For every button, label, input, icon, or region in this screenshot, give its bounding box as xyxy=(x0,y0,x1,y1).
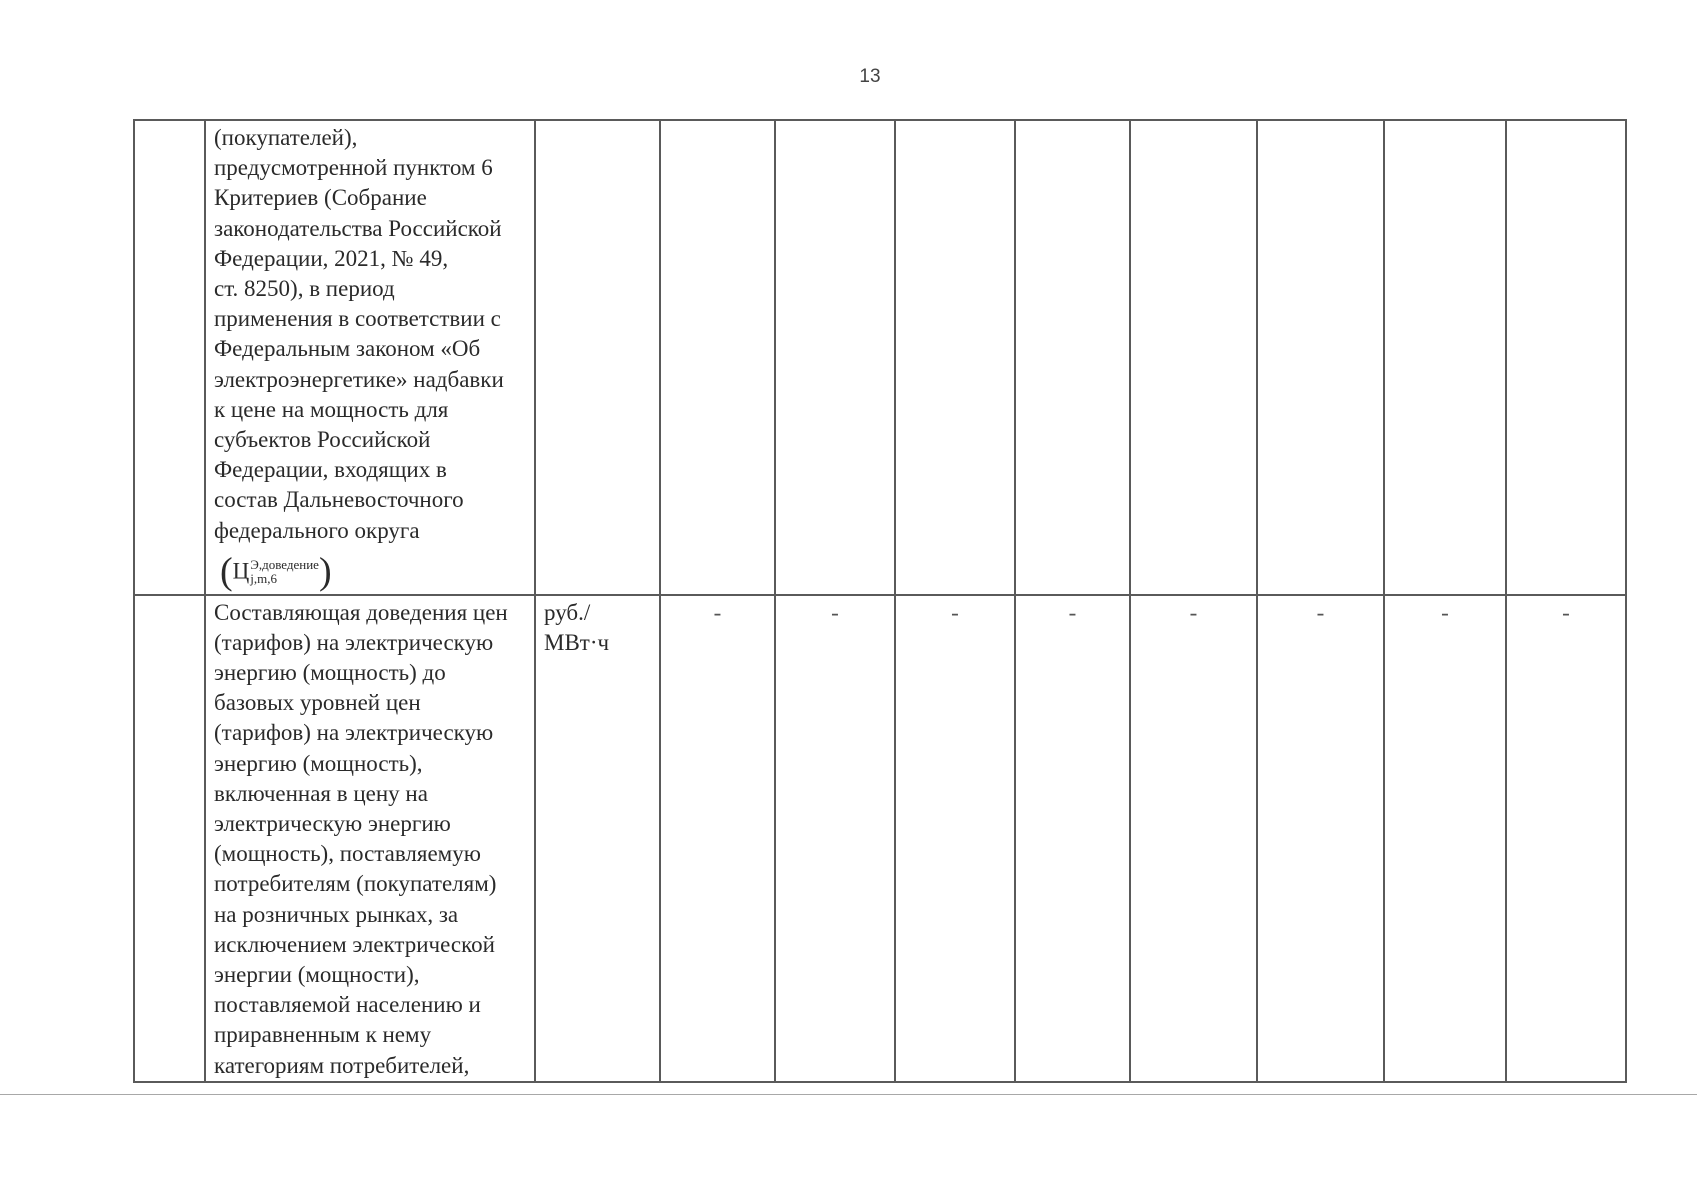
table-row xyxy=(134,595,1626,1082)
value-cell xyxy=(660,120,775,595)
right-paren: ) xyxy=(318,550,332,593)
table-row xyxy=(134,120,1626,595)
formula-symbol: Ц xyxy=(232,558,250,584)
value-cell xyxy=(1130,120,1257,595)
description-cell xyxy=(205,595,535,1082)
value-cell: - xyxy=(1015,595,1130,1082)
row-description: (покупателей), предусмотренной пунктом 6 Критериев (Собрание законодательства Российской Федерации, 2021, № 49, ст. 8250), в период применения в соответствии с Федеральным законом «Об электроэнергетике» надбавки к цене на мощность для субъектов Российской Федерации, входящих в состав Дальневосточного федерального округа xyxy=(214,125,504,543)
value-cell: - xyxy=(1384,595,1506,1082)
value-cell: - xyxy=(660,595,775,1082)
tariff-table xyxy=(133,119,1627,1083)
value-cell xyxy=(895,120,1015,595)
formula-subscript: j,m,6 xyxy=(250,570,278,586)
value-cell xyxy=(1257,120,1384,595)
description-cell xyxy=(205,120,535,595)
value-cell: - xyxy=(1506,595,1626,1082)
formula-indices xyxy=(250,558,319,586)
formula-superscript: Э,доведение xyxy=(250,556,319,572)
formula-notation xyxy=(214,548,346,594)
value-cell xyxy=(1384,120,1506,595)
value-cell xyxy=(1506,120,1626,595)
value-cell: - xyxy=(895,595,1015,1082)
unit-cell xyxy=(535,120,660,595)
unit-label: руб./ МВт·ч xyxy=(544,599,610,655)
unit-cell xyxy=(535,595,660,1082)
scan-edge-line xyxy=(0,1094,1697,1095)
value-cell xyxy=(1015,120,1130,595)
row-number-cell xyxy=(134,595,205,1082)
value-cell: - xyxy=(1257,595,1384,1082)
left-paren: ( xyxy=(220,550,233,593)
value-cell xyxy=(775,120,895,595)
row-description: Составляющая доведения цен (тарифов) на электрическую энергию (мощность) до базовых уровней цен (тарифов) на электрическую энергию (мощность), включенная в цену на электрическую энергию (мощность), поставляемую потребителям (покупателям) на розничных рынках, за исключением электрической энергии (мощности), поставляемой населению и приравненным к нему категориям потребителей, xyxy=(214,599,508,1078)
value-cell: - xyxy=(1130,595,1257,1082)
value-cell: - xyxy=(775,595,895,1082)
row-number-cell xyxy=(134,120,205,595)
page-number: 13 xyxy=(859,66,881,87)
